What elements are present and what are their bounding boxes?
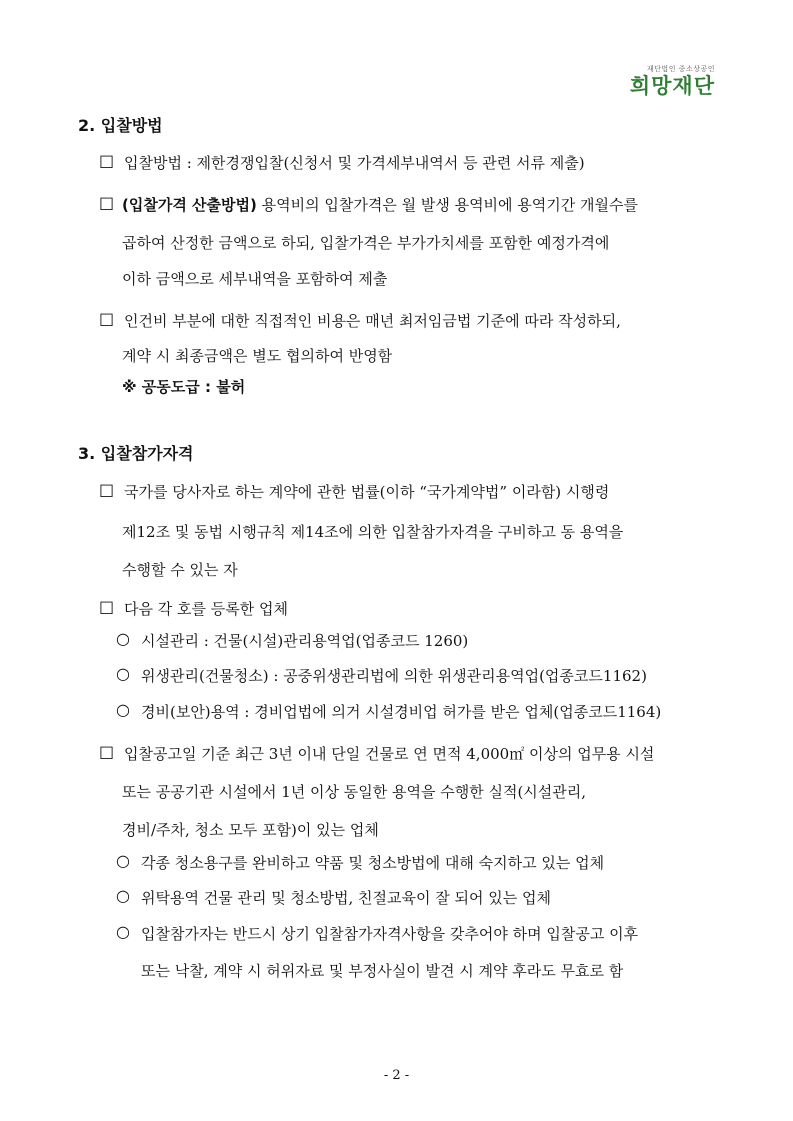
section-3-heading: 3. 입찰참가자격 <box>78 444 194 463</box>
circle-bullet: ○ <box>116 922 130 941</box>
checkbox-symbol: □ <box>99 151 115 170</box>
sec3-bullet-1-line-1: 국가를 당사자로 하는 계약에 관한 법률(이하 “국가계약법” 이라함) 시행령 <box>124 483 610 501</box>
sec3-sub-5: 위탁용역 건물 관리 및 청소방법, 친절교육이 잘 되어 있는 업체 <box>141 889 551 907</box>
circle-bullet: ○ <box>116 886 130 905</box>
sec2-bullet-1: 입찰방법 : 제한경쟁입찰(신청서 및 가격세부내역서 등 관련 서류 제출) <box>124 154 585 172</box>
sec3-bullet-3-line-1: 입찰공고일 기준 최근 3년 이내 단일 건물로 연 면적 4,000㎡ 이상의 업무용 시설 <box>124 745 655 763</box>
sec3-bullet-3-line-2: 또는 공공기관 시설에서 1년 이상 동일한 용역을 수행한 실적(시설관리, <box>122 783 587 801</box>
logo <box>630 64 715 97</box>
circle-bullet: ○ <box>116 664 130 683</box>
sec2-bullet-3-line-2: 계약 시 최종금액은 별도 협의하여 반영함 <box>122 347 393 365</box>
page-number: - 2 - <box>383 1068 410 1083</box>
sec2-bullet-2-line-1 <box>122 194 638 215</box>
sec3-bullet-1-line-3: 수행할 수 있는 자 <box>122 561 238 579</box>
checkbox-symbol: □ <box>99 309 115 328</box>
section-2-heading: 2. 입찰방법 <box>78 116 163 135</box>
sec3-sub-6-line-2: 또는 낙찰, 계약 시 허위자료 및 부정사실이 발견 시 계약 후라도 무효로 함 <box>141 962 624 980</box>
checkbox-symbol: □ <box>99 742 115 761</box>
sec2-bullet-2-line-2: 곱하여 산정한 금액으로 하되, 입찰가격은 부가가치세를 포함한 예정가격에 <box>122 234 610 252</box>
checkbox-symbol: □ <box>99 193 115 212</box>
sec3-bullet-2: 다음 각 호를 등록한 업체 <box>124 600 288 618</box>
sec2-bullet-3-line-1: 인건비 부분에 대한 직접적인 비용은 매년 최저임금법 기준에 따라 작성하되, <box>124 312 621 330</box>
sec3-sub-1: 시설관리 : 건물(시설)관리용역업(업종코드 1260) <box>141 632 469 650</box>
logo-subtitle: 재단법인 중소상공인 <box>646 65 715 73</box>
checkbox-symbol: □ <box>99 597 115 616</box>
sec3-sub-2: 위생관리(건물청소) : 공중위생관리법에 의한 위생관리용역업(업종코드1162) <box>141 667 647 685</box>
circle-bullet: ○ <box>116 851 130 870</box>
sec2-bullet-2-line-3: 이하 금액으로 세부내역을 포함하여 제출 <box>122 270 388 288</box>
circle-bullet: ○ <box>116 629 130 648</box>
sec3-sub-6-line-1: 입찰참가자는 반드시 상기 입찰참가자격사항을 갖추어야 하며 입찰공고 이후 <box>141 925 639 943</box>
logo-title: 희망재단 <box>629 74 715 98</box>
sec3-bullet-1-line-2: 제12조 및 동법 시행규칙 제14조에 의한 입찰참가자격을 구비하고 동 용역을 <box>122 523 624 541</box>
sec3-bullet-3-line-3: 경비/주차, 청소 모두 포함)이 있는 업체 <box>122 821 379 839</box>
sec2-note: ※ 공동도급 : 불허 <box>122 378 246 396</box>
checkbox-symbol: □ <box>99 480 115 499</box>
sec3-sub-3: 경비(보안)용역 : 경비업법에 의거 시설경비업 허가를 받은 업체(업종코드1164) <box>141 703 662 721</box>
sec3-sub-4: 각종 청소용구를 완비하고 약품 및 청소방법에 대해 숙지하고 있는 업체 <box>141 854 605 872</box>
bold-label: (입찰가격 산출방법) <box>122 196 257 214</box>
circle-bullet: ○ <box>116 700 130 719</box>
text: 용역비의 입찰가격은 월 발생 용역비에 용역기간 개월수를 <box>256 196 638 214</box>
